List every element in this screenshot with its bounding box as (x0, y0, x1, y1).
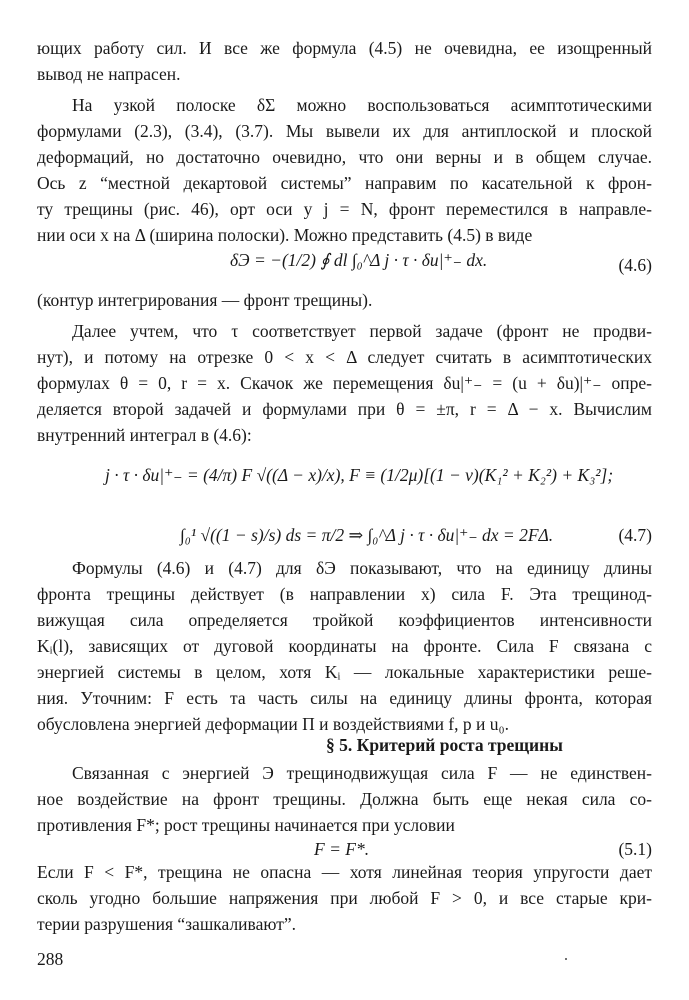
text-line: На узкой полоске δΣ можно воспользоваться асимптотическими (72, 95, 652, 115)
text-line: нут), и потому на отрезке 0 < x < Δ следует считать в асимптотических (37, 347, 652, 367)
equation-number: (4.6) (618, 255, 652, 275)
text-line: Связанная с энергией Э трещинодвижущая сила F — не единствен- (72, 763, 652, 783)
text-line: деляется второй задачей и формулами при θ = ±π, r = Δ − x. Вычислим (37, 399, 652, 419)
text-line: терии разрушения “зашкаливают”. (37, 914, 296, 934)
text-line: Формулы (4.6) и (4.7) для δЭ показывают, что на единицу длины (72, 558, 652, 578)
text-line: формулами (2.3), (3.4), (3.7). Мы вывели их для антиплоской и плоской (37, 121, 652, 141)
text-line: обусловлена энергией деформации П и воздействиями f, p и u₀. (37, 714, 509, 734)
equation-4-7-line1: j · τ · δu|⁺₋ = (4/π) F √((Δ − x)/x), F ≡ (1/2μ)[(1 − ν)(K₁² + K₂²) + K₃²]; (105, 465, 614, 485)
page-number: 288 (37, 949, 64, 969)
text-line: деформаций, но достаточно очевидно, что они верны и в общем случае. (37, 147, 652, 167)
text-line: Kᵢ(l), зависящих от дуговой координаты на фронте. Сила F связана с (37, 636, 652, 656)
text-line: фронта трещины действует (в направлении x) сила F. Эта трещинод- (37, 584, 652, 604)
equation-4-6: δЭ = −(1/2) ∮ dl ∫₀^Δ j · τ · δu|⁺₋ dx. (230, 250, 488, 270)
text-line: ту трещины (рис. 46), орт оси y j = N, фронт переместился в направле- (37, 199, 652, 219)
text-line: противления F*; рост трещины начинается при условии (37, 815, 455, 835)
text-line: Ось z “местной декартовой системы” направим по касательной к фрон- (37, 173, 652, 193)
equation-4-7-line2: ∫₀¹ √((1 − s)/s) ds = π/2 ⇒ ∫₀^Δ j · τ · δu|⁺₋ dx = 2FΔ. (180, 525, 554, 545)
text-line: внутренний интеграл в (4.6): (37, 425, 252, 445)
text-line: (контур интегрирования — фронт трещины). (37, 290, 373, 310)
text-line: Далее учтем, что τ соответствует первой задаче (фронт не продви- (72, 321, 652, 341)
text-line: формулах θ = 0, r = x. Скачок же перемещения δu|⁺₋ = (u + δu)|⁺₋ опре- (37, 373, 652, 393)
text-line: ное воздействие на фронт трещины. Должна быть еще некая сила со- (37, 789, 652, 809)
text-line: ния. Уточним: F есть та часть силы на единицу длины фронта, которая (37, 688, 652, 708)
text-line: вижущая сила определяется тройкой коэффициентов интенсивности (37, 610, 652, 630)
scan-speck (565, 958, 567, 960)
equation-5-1: F = F*. (314, 839, 370, 859)
text-line: нии оси x на Δ (ширина полоски). Можно представить (4.5) в виде (37, 225, 533, 245)
text-line: ющих работу сил. И все же формула (4.5) не очевидна, ее изощренный (37, 38, 652, 58)
equation-number: (4.7) (618, 525, 652, 545)
equation-number: (5.1) (618, 839, 652, 859)
text-line: сколь угодно большие напряжения при любой F > 0, и все старые кри- (37, 888, 652, 908)
section-heading: § 5. Критерий роста трещины (326, 735, 563, 755)
text-line: Если F < F*, трещина не опасна — хотя линейная теория упругости дает (37, 862, 652, 882)
text-line: вывод не напрасен. (37, 64, 181, 84)
text-line: энергией системы в целом, хотя Kᵢ — локальные характеристики реше- (37, 662, 652, 682)
